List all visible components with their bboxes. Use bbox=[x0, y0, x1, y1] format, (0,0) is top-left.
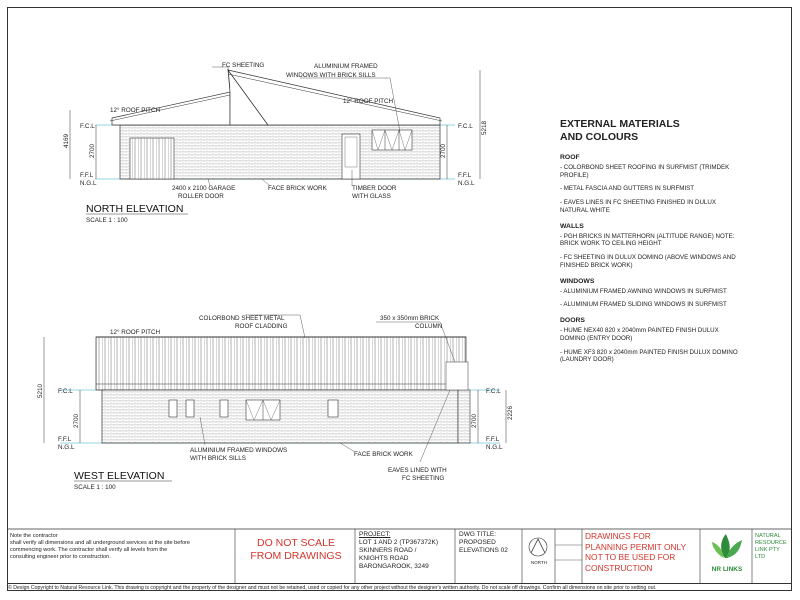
note-line: consulting engineer prior to construction. bbox=[10, 554, 111, 560]
project-line: LOT 1 AND 2 (TP367372K) bbox=[359, 539, 439, 546]
planning-line: PLANNING PERMIT ONLY bbox=[585, 541, 687, 552]
dwg-title-label: DWG TITLE: bbox=[459, 531, 497, 538]
west-title: WEST ELEVATION bbox=[74, 470, 165, 482]
project-line: KNIGHTS ROAD bbox=[359, 555, 409, 562]
company-line: NATURAL bbox=[755, 533, 781, 539]
north-timber-2: WITH GLASS bbox=[352, 193, 391, 200]
nr-links-logo bbox=[712, 534, 742, 558]
materials-walls-item: - PGH BRICKS IN MATTERHORN (ALTITUDE RANGE) NOTE: BRICK WORK TO CEILING HEIGHT bbox=[560, 232, 735, 248]
north-face-brick: FACE BRICK WORK bbox=[268, 185, 327, 192]
materials-doors-item: - HUME NEX40 820 x 2040mm PAINTED FINISH DULUX DOMINO (ENTRY DOOR) bbox=[560, 326, 719, 342]
west-window bbox=[169, 400, 177, 417]
project-line: SKINNERS ROAD / bbox=[359, 547, 417, 554]
west-colorbond-1: COLORBOND SHEET METAL bbox=[199, 315, 285, 322]
north-fcl-left: F.C.L bbox=[80, 123, 95, 130]
materials-heading-line-2: AND COLOURS bbox=[560, 131, 639, 143]
north-ngl-left: N.G.L bbox=[80, 180, 97, 187]
north-label-windows-2: WINDOWS WITH BRICK SILLS bbox=[286, 72, 376, 79]
west-dim-left-total: 5210 bbox=[37, 383, 44, 398]
drawing-title-block bbox=[459, 531, 521, 555]
west-column-2: COLUMN bbox=[415, 323, 443, 330]
materials-doors-heading: DOORS bbox=[560, 317, 585, 325]
west-face-brick: FACE BRICK WORK bbox=[354, 451, 413, 458]
do-not-scale-line: FROM DRAWINGS bbox=[250, 550, 342, 562]
planning-permit-warning bbox=[585, 531, 699, 573]
north-garage-label-1: 2400 x 2100 GARAGE bbox=[172, 185, 236, 192]
west-windows-2: WITH BRICK SILLS bbox=[190, 455, 246, 462]
planning-line: NOT TO BE USED FOR bbox=[585, 552, 676, 562]
west-windows-1: ALUMINIUM FRAMED WINDOWS bbox=[190, 447, 288, 454]
west-scale: SCALE 1 : 100 bbox=[74, 484, 116, 491]
north-label-windows-1: ALUMINIUM FRAMED bbox=[314, 63, 378, 70]
planning-line: CONSTRUCTION bbox=[585, 562, 653, 573]
north-dim-left-wall: 2700 bbox=[89, 143, 96, 158]
north-label: NORTH bbox=[531, 560, 547, 565]
planning-line: DRAWINGS FOR bbox=[585, 531, 651, 541]
note-line: shall verify all dimensions and all underground services at the site before bbox=[10, 540, 191, 546]
external-materials-schedule bbox=[560, 118, 738, 370]
north-label-pitch-left: 12° ROOF PITCH bbox=[110, 107, 161, 114]
materials-windows-heading: WINDOWS bbox=[560, 277, 595, 285]
do-not-scale-warning bbox=[240, 537, 352, 563]
materials-heading-line-1: EXTERNAL MATERIALS bbox=[560, 118, 680, 130]
copyright-notice: © Design Copyright to Natural Resource Link. This drawing is copyright and the property of the designer and must not be retained, used or copied for any other project without the designer's written authority. Do not scale off drawings. Confirm all dimensions on site prior to setting out. bbox=[8, 583, 792, 592]
west-ngl-left: N.G.L bbox=[58, 444, 75, 451]
west-eaves-1: EAVES LINED WITH bbox=[388, 467, 447, 474]
north-dim-right-total: 5218 bbox=[481, 120, 488, 135]
company-line: LINK PTY LTD bbox=[755, 547, 780, 560]
west-column-1: 350 x 350mm BRICK bbox=[380, 315, 440, 322]
north-ngl-right: N.G.L bbox=[458, 180, 475, 187]
project-block bbox=[359, 531, 454, 571]
do-not-scale-line: DO NOT SCALE bbox=[257, 537, 335, 549]
company-line: RESOURCE bbox=[755, 540, 787, 546]
north-garage-door bbox=[130, 138, 174, 179]
north-label-fc-sheeting: FC SHEETING bbox=[222, 62, 265, 69]
materials-roof-item: - COLORBOND SHEET ROOFING IN SURFMIST (TRIMDEK PROFILE) bbox=[560, 163, 730, 179]
west-ffl-left: F.F.L bbox=[58, 436, 72, 443]
contractor-note bbox=[10, 533, 235, 561]
west-elevation bbox=[37, 315, 514, 491]
company-name bbox=[755, 533, 791, 561]
materials-doors-item: - HUME XF3 820 x 2040mm PAINTED FINISH DULUX DOMINO (LAUNDRY DOOR) bbox=[560, 348, 738, 364]
north-fcl-right: F.C.L bbox=[458, 123, 473, 130]
west-eaves-2: FC SHEETING bbox=[402, 475, 445, 482]
west-window bbox=[328, 400, 338, 417]
north-timber-1: TIMBER DOOR bbox=[352, 185, 397, 192]
dwg-title-line: ELEVATIONS 02 bbox=[459, 547, 508, 554]
dwg-title-line: PROPOSED bbox=[459, 539, 496, 546]
west-roof-cladding bbox=[96, 337, 466, 390]
materials-walls-heading: WALLS bbox=[560, 222, 584, 230]
materials-walls-item: - FC SHEETING IN DULUX DOMINO (ABOVE WINDOWS AND FINISHED BRICK WORK) bbox=[560, 254, 736, 269]
west-colorbond-2: ROOF CLADDING bbox=[235, 323, 288, 330]
project-label: PROJECT: bbox=[359, 531, 391, 538]
north-dim-left-total: 4169 bbox=[63, 133, 70, 148]
north-ffl-left: F.F.L bbox=[80, 172, 94, 179]
north-ffl-right: F.F.L bbox=[458, 172, 472, 179]
west-ngl-right: N.G.L bbox=[486, 444, 503, 451]
west-dim-right-wall: 2700 bbox=[471, 413, 478, 428]
north-scale: SCALE 1 : 100 bbox=[86, 217, 128, 224]
materials-roof-item: - EAVES LINES IN FC SHEETING FINISHED IN DULUX NATURAL WHITE bbox=[560, 199, 716, 214]
west-window bbox=[186, 400, 194, 417]
west-window bbox=[220, 400, 228, 417]
north-dim-right-wall: 2700 bbox=[440, 143, 447, 158]
north-arrow-icon bbox=[529, 538, 547, 556]
materials-windows-item: - ALUMINIUM FRAMED SLIDING WINDOWS IN SURFMIST bbox=[560, 301, 727, 309]
note-line: commencing work. The contractor shall verify all levels from the bbox=[10, 547, 168, 553]
north-timber-door bbox=[342, 134, 360, 179]
west-brick-column bbox=[458, 390, 470, 443]
west-fcl-left: F.C.L bbox=[58, 388, 73, 395]
materials-roof-heading: ROOF bbox=[560, 154, 580, 161]
west-dim-left-wall: 2700 bbox=[73, 413, 80, 428]
north-garage-label-2: ROLLER DOOR bbox=[178, 193, 224, 200]
west-roof-pitch: 12° ROOF PITCH bbox=[110, 329, 161, 336]
note-line: Note the contractor bbox=[10, 533, 58, 539]
west-dim-right-total: 2226 bbox=[507, 405, 514, 420]
north-label-pitch-right: 12° ROOF PITCH bbox=[343, 98, 394, 105]
materials-roof-item: - METAL FASCIA AND GUTTERS IN SURFMIST bbox=[560, 185, 695, 193]
project-line: BARONGAROOK, 3249 bbox=[359, 563, 429, 570]
north-elevation bbox=[63, 62, 488, 224]
materials-windows-item: - ALUMINIUM FRAMED AWNING WINDOWS IN SURFMIST bbox=[560, 287, 727, 295]
west-fcl-right: F.C.L bbox=[486, 388, 501, 395]
west-ffl-right: F.F.L bbox=[486, 436, 500, 443]
materials-heading bbox=[560, 118, 738, 144]
logo-text: NR LINKS bbox=[711, 566, 743, 573]
north-title: NORTH ELEVATION bbox=[86, 203, 184, 215]
